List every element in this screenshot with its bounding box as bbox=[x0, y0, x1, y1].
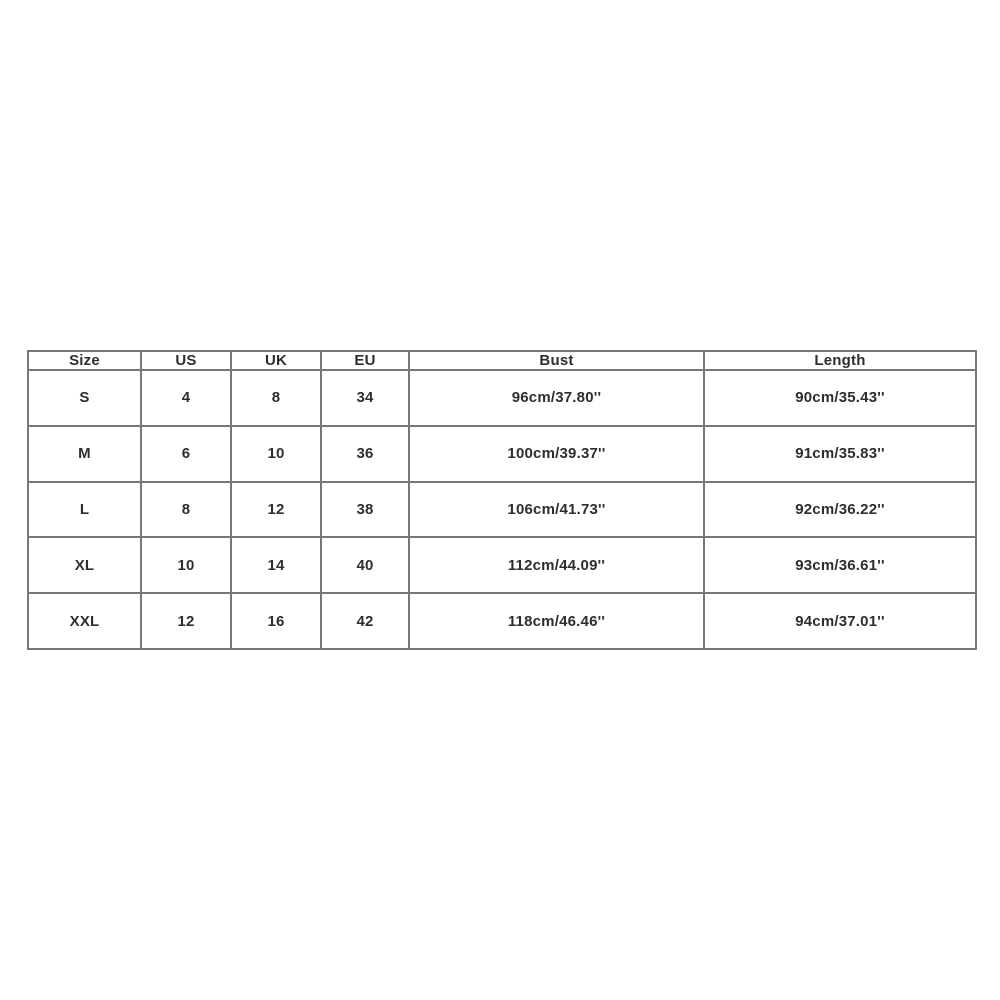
cell-bust: 118cm/46.46'' bbox=[409, 593, 704, 649]
cell-uk: 14 bbox=[231, 537, 321, 593]
cell-bust: 112cm/44.09'' bbox=[409, 537, 704, 593]
cell-eu: 36 bbox=[321, 426, 409, 482]
cell-uk: 8 bbox=[231, 370, 321, 426]
cell-eu: 40 bbox=[321, 537, 409, 593]
cell-eu: 34 bbox=[321, 370, 409, 426]
col-header-length: Length bbox=[704, 351, 976, 370]
cell-length: 92cm/36.22'' bbox=[704, 482, 976, 538]
col-header-us: US bbox=[141, 351, 231, 370]
table-row-xl bbox=[28, 537, 976, 593]
cell-size: L bbox=[28, 482, 141, 538]
table-row-l bbox=[28, 482, 976, 538]
cell-eu: 42 bbox=[321, 593, 409, 649]
cell-uk: 12 bbox=[231, 482, 321, 538]
col-header-size: Size bbox=[28, 351, 141, 370]
cell-uk: 10 bbox=[231, 426, 321, 482]
cell-bust: 106cm/41.73'' bbox=[409, 482, 704, 538]
cell-length: 91cm/35.83'' bbox=[704, 426, 976, 482]
cell-us: 4 bbox=[141, 370, 231, 426]
size-chart-header bbox=[28, 351, 976, 370]
cell-size: M bbox=[28, 426, 141, 482]
col-header-uk: UK bbox=[231, 351, 321, 370]
table-row-s bbox=[28, 370, 976, 426]
cell-bust: 96cm/37.80'' bbox=[409, 370, 704, 426]
cell-length: 93cm/36.61'' bbox=[704, 537, 976, 593]
cell-length: 94cm/37.01'' bbox=[704, 593, 976, 649]
cell-length: 90cm/35.43'' bbox=[704, 370, 976, 426]
col-header-bust: Bust bbox=[409, 351, 704, 370]
size-chart bbox=[27, 350, 975, 650]
cell-us: 8 bbox=[141, 482, 231, 538]
table-row-xxl bbox=[28, 593, 976, 649]
cell-bust: 100cm/39.37'' bbox=[409, 426, 704, 482]
cell-size: S bbox=[28, 370, 141, 426]
col-header-eu: EU bbox=[321, 351, 409, 370]
cell-us: 10 bbox=[141, 537, 231, 593]
cell-size: XL bbox=[28, 537, 141, 593]
header-row bbox=[28, 351, 976, 370]
size-chart-body bbox=[28, 370, 976, 649]
size-chart-table bbox=[27, 350, 977, 650]
cell-size: XXL bbox=[28, 593, 141, 649]
table-row-m bbox=[28, 426, 976, 482]
cell-us: 6 bbox=[141, 426, 231, 482]
cell-eu: 38 bbox=[321, 482, 409, 538]
cell-us: 12 bbox=[141, 593, 231, 649]
cell-uk: 16 bbox=[231, 593, 321, 649]
